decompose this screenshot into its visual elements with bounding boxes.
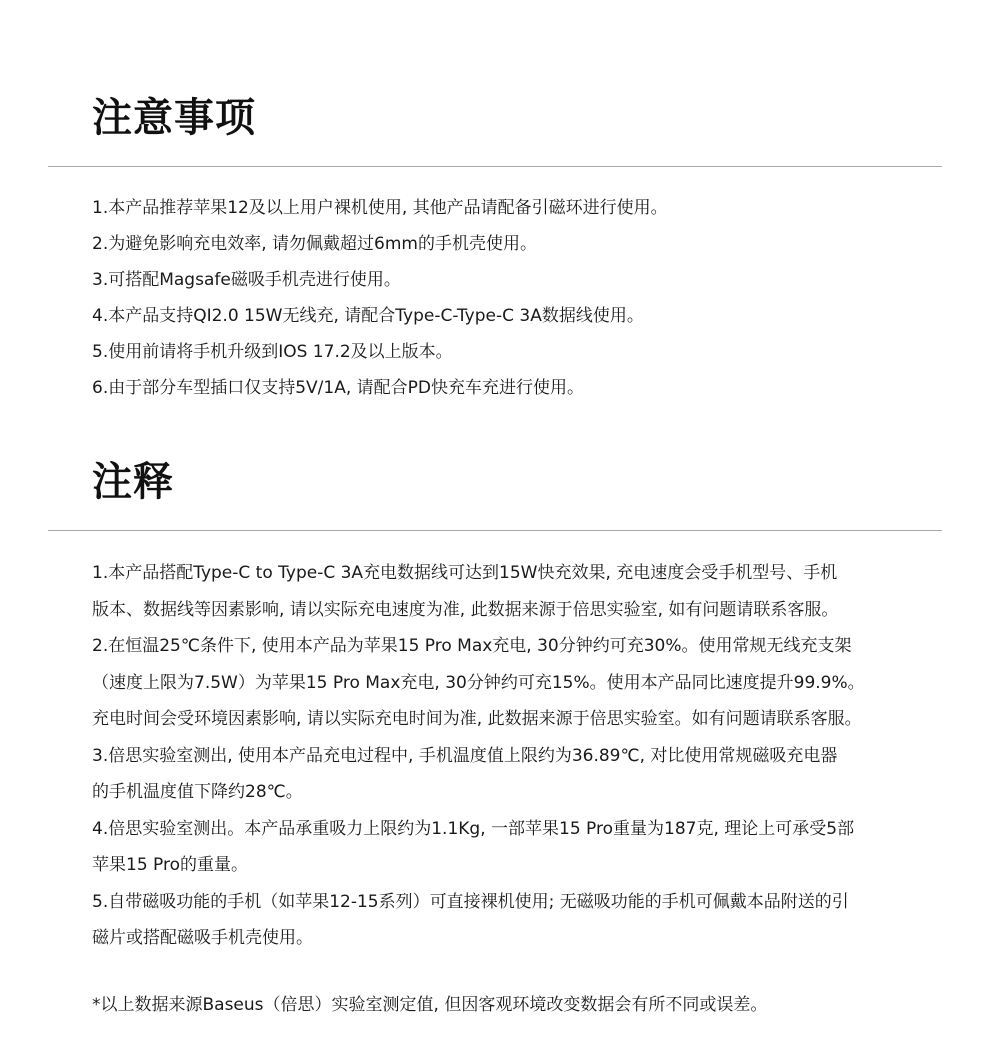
note-line: （速度上限为7.5W）为苹果15 Pro Max充电, 30分钟约可充15%。使用本产品同比速度提升99.9%。 [92, 672, 865, 693]
note-line: 版本、数据线等因素影响, 请以实际充电速度为准, 此数据来源于倍思实验室, 如有问题请联系客服。 [92, 599, 839, 620]
precaution-item: 5.使用前请将手机升级到IOS 17.2及以上版本。 [92, 342, 453, 362]
notes-list [92, 555, 950, 957]
precaution-item: 4.本产品支持QI2.0 15W无线充, 请配合Type-C-Type-C 3A数据线使用。 [92, 306, 644, 326]
precaution-item: 2.为避免影响充电效率, 请勿佩戴超过6mm的手机壳使用。 [92, 234, 537, 254]
note-line: 5.自带磁吸功能的手机（如苹果12-15系列）可直接裸机使用; 无磁吸功能的手机可佩戴本品附送的引 [92, 891, 849, 912]
note-line: 充电时间会受环境因素影响, 请以实际充电时间为准, 此数据来源于倍思实验室。如有问题请联系客服。 [92, 709, 862, 729]
note-line: 4.倍思实验室测出。本产品承重吸力上限约为1.1Kg, 一部苹果15 Pro重量为187克, 理论上可承受5部 [92, 818, 855, 839]
precautions-list [92, 190, 950, 406]
note-line: 3.倍思实验室测出, 使用本产品充电过程中, 手机温度值上限约为36.89℃, 对比使用常规磁吸充电器 [92, 745, 838, 766]
precaution-item: 3.可搭配Magsafe磁吸手机壳进行使用。 [92, 270, 401, 290]
note-line: 苹果15 Pro的重量。 [92, 855, 249, 875]
note-item-2 [92, 628, 950, 738]
note-item-4 [92, 811, 950, 884]
note-item-1 [92, 555, 950, 628]
precaution-item: 1.本产品推荐苹果12及以上用户裸机使用, 其他产品请配备引磁环进行使用。 [92, 198, 668, 218]
note-item-3 [92, 738, 950, 811]
precautions-title: 注意事项 [92, 95, 256, 141]
notes-title: 注释 [92, 459, 174, 505]
note-line: 磁片或搭配磁吸手机壳使用。 [92, 928, 313, 948]
note-line: 的手机温度值下降约28℃。 [92, 782, 303, 802]
note-item-5 [92, 884, 950, 957]
note-line: 2.在恒温25℃条件下, 使用本产品为苹果15 Pro Max充电, 30分钟约可充30%。使用常规无线充支架 [92, 636, 852, 656]
note-line: 1.本产品搭配Type-C to Type-C 3A充电数据线可达到15W快充效果, 充电速度会受手机型号、手机 [92, 563, 838, 583]
precaution-item: 6.由于部分车型插口仅支持5V/1A, 请配合PD快充车充进行使用。 [92, 378, 584, 398]
precautions-divider [48, 166, 942, 167]
notes-divider [48, 530, 942, 531]
footnote: *以上数据来源Baseus（倍思）实验室测定值, 但因客观环境改变数据会有所不同或误差。 [92, 995, 768, 1015]
